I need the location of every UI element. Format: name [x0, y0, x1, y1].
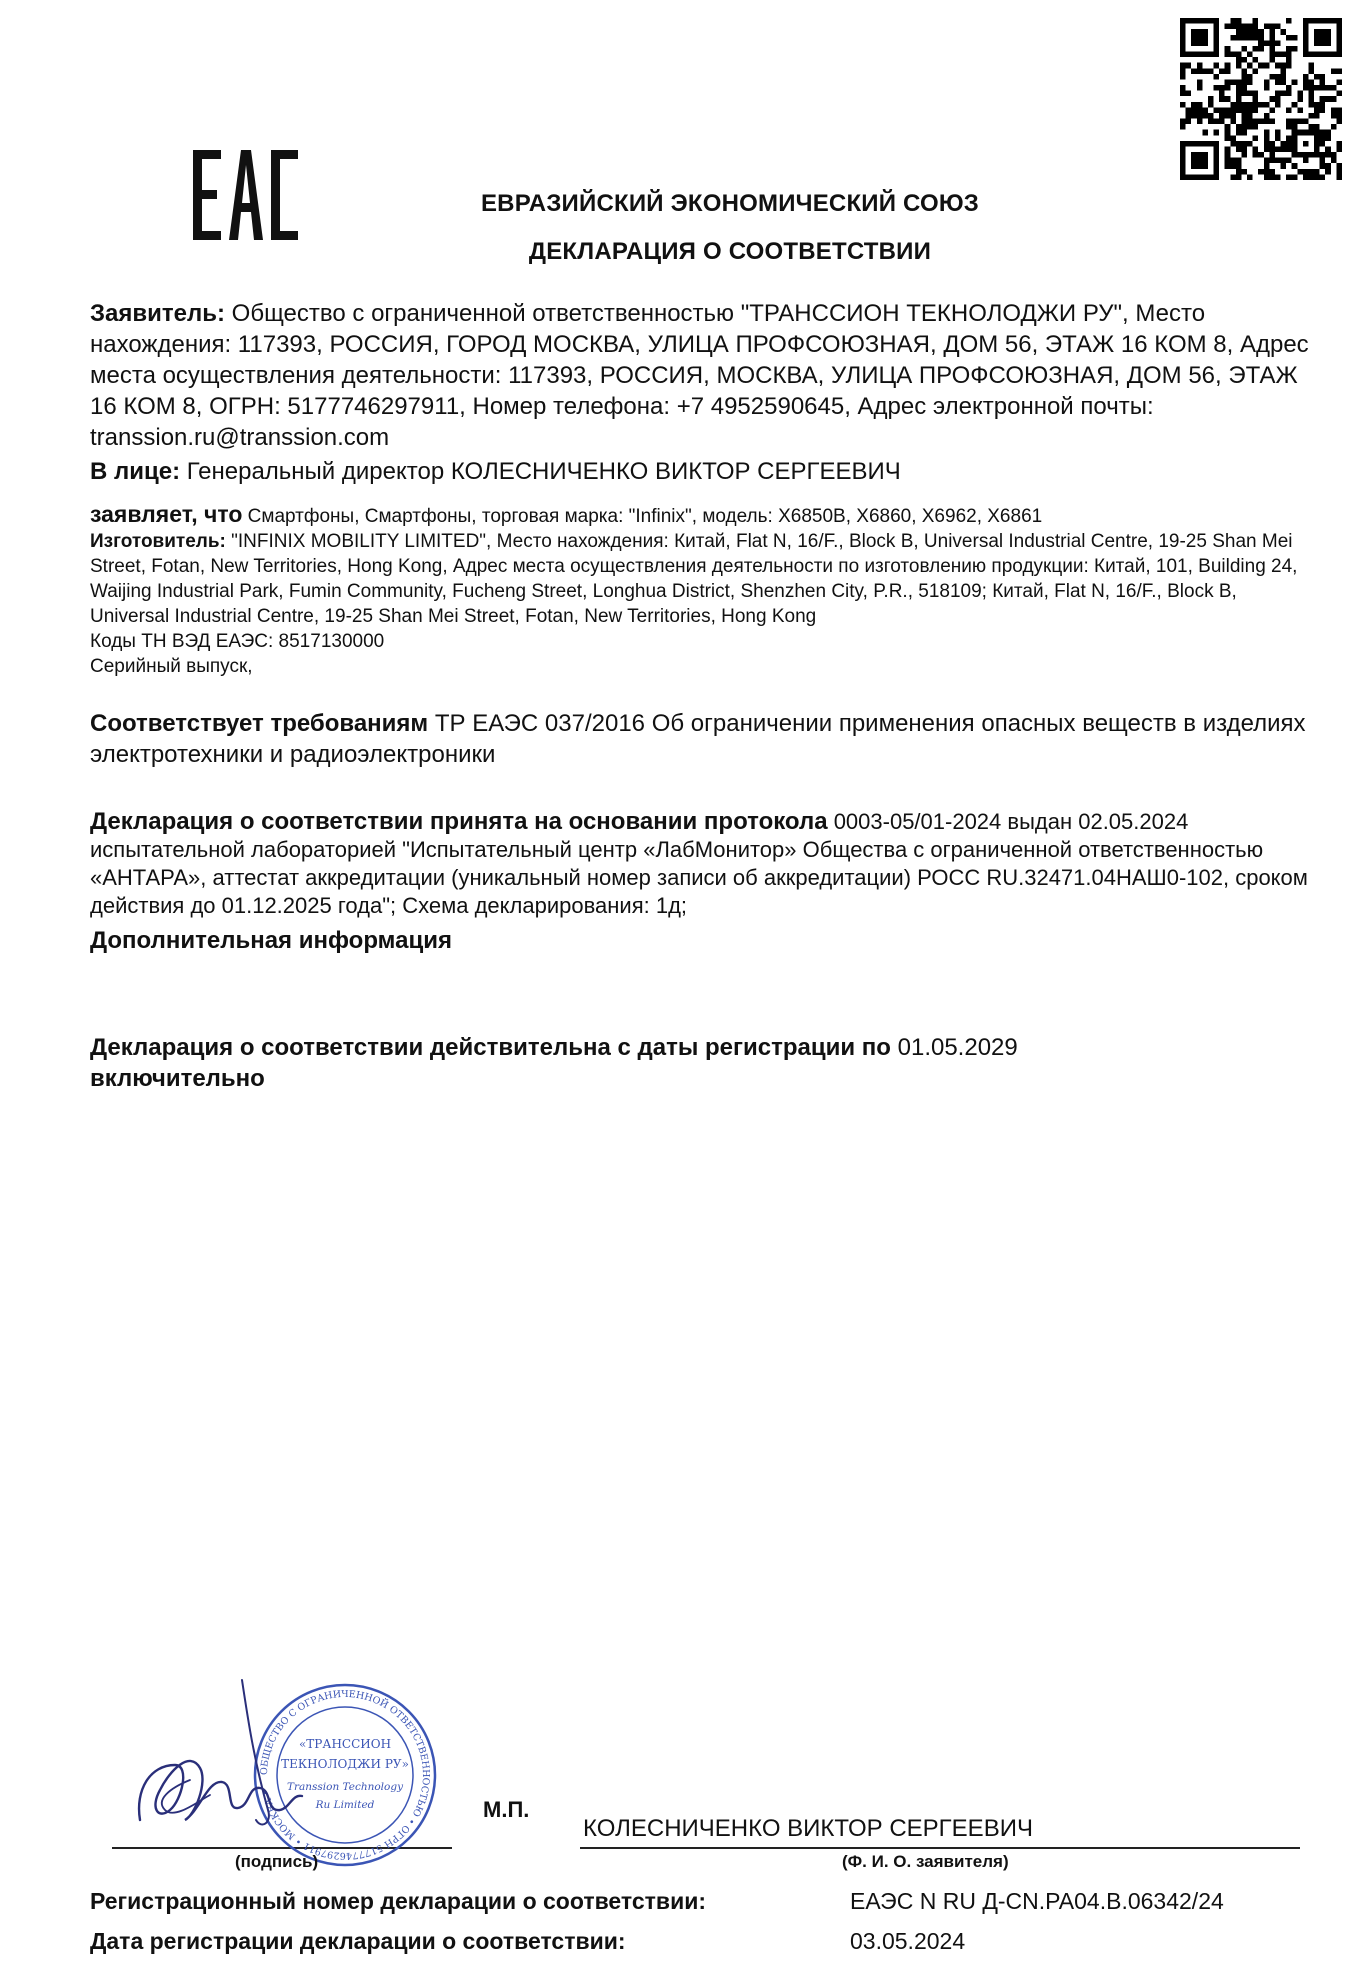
representative-section [90, 456, 1320, 487]
conforms-label: Соответствует требованиям [90, 710, 429, 737]
stamp-line-4: Ru Limited [315, 1799, 375, 1811]
manufacturer-block [90, 529, 1320, 629]
eac-logo [193, 150, 298, 240]
declares-label: заявляет, что [90, 501, 243, 527]
declares-text: Смартфоны, Смартфоны, торговая марка: "Infinix", модель: X6850B, X6860, X6962, X6861 [242, 506, 1043, 527]
basis-section [90, 808, 1320, 920]
basis-label: Декларация о соответствии принята на основании протокола [90, 808, 828, 835]
stamp-line-1: «ТРАНССИОН [298, 1737, 392, 1751]
signature-caption: (подпись) [235, 1852, 319, 1871]
stamp-line-3: Transsion Technology [286, 1781, 404, 1793]
validity-section [90, 1032, 1320, 1094]
signer-name: КОЛЕСНИЧЕНКО ВИКТОР СЕРГЕЕВИЧ [583, 1815, 1033, 1842]
manufacturer-label: Изготовитель: [90, 531, 226, 552]
validity-date: 01.05.2029 [890, 1034, 1018, 1061]
declares-line [90, 502, 1320, 529]
stamp-line-2: ТЕКНОЛОДЖИ РУ» [281, 1757, 409, 1771]
product-section [90, 502, 1320, 679]
union-title: ЕВРАЗИЙСКИЙ ЭКОНОМИЧЕСКИЙ СОЮЗ [480, 190, 980, 217]
registration-date-label: Дата регистрации декларации о соответствии: [90, 1928, 626, 1954]
applicant-section [90, 298, 1320, 453]
conformity-section [90, 708, 1320, 770]
stamp-ring-text: ОБЩЕСТВО С ОГРАНИЧЕННОЙ ОТВЕТСТВЕННОСТЬЮ • ОГРН 5177746297911 • МОСКВА • [258, 1688, 432, 1862]
document-title: ДЕКЛАРАЦИЯ О СООТВЕТСТВИИ [528, 238, 932, 265]
applicant-text: Общество с ограниченной ответственностью "ТРАНССИОН ТЕКНОЛОДЖИ РУ", Место нахождения: 117393, РОССИЯ, ГОРОД МОСКВА, УЛИЦА ПРОФСОЮЗНАЯ, ДОМ 56, ЭТАЖ 16 КОМ 8, Адрес места осуществления деятельности: 117393, РОССИЯ, МОСКВА, УЛИЦА ПРОФСОЮЗНАЯ, ДОМ 56, ЭТАЖ 16 КОМ 8, ОГРН: 5177746297911, Номер телефона: +7 4952590645, Адрес электронной почты: transsion.ru@transsion.com [90, 300, 1309, 451]
applicant-label: Заявитель: [90, 300, 225, 327]
hs-codes: Коды ТН ВЭД ЕАЭС: 8517130000 [90, 631, 385, 652]
additional-info-heading: Дополнительная информация [90, 927, 452, 954]
seal-place-label: М.П. [483, 1797, 530, 1822]
registration-number-label: Регистрационный номер декларации о соответствии: [90, 1888, 707, 1914]
conforms-text: ТР ЕАЭС 037/2016 Об ограничении применения опасных веществ в изделиях электротехники и радиоэлектроники [90, 710, 1306, 768]
registration-date-value: 03.05.2024 [850, 1928, 966, 1954]
manufacturer-text: "INFINIX MOBILITY LIMITED", Место нахождения: Китай, Flat N, 16/F., Block B, Universal Industrial Centre, 19-25 Shan Mei Street, Fotan, New Territories, Hong Kong, Адрес места осуществления деятельности по изготовлению продукции: Китай, 101, Building 24, Waijing Industrial Park, Fumin Community, Fucheng Street, Longhua District, Shenzhen City, P.R., 518109; Китай, Flat N, 16/F., Block B, Universal Industrial Centre, 19-25 Shan Mei Street, Fotan, New Territories, Hong Kong [90, 531, 1298, 627]
serial-production: Серийный выпуск, [90, 656, 253, 677]
qr-code [1180, 18, 1342, 180]
handwritten-signature [130, 1670, 340, 1855]
validity-label: Декларация о соответствии действительна с даты регистрации по [90, 1034, 891, 1061]
name-line [580, 1847, 1300, 1849]
representative-label: В лице: [90, 458, 181, 485]
name-caption: (Ф. И. О. заявителя) [842, 1852, 1009, 1871]
registration-number-value: ЕАЭС N RU Д-CN.PA04.B.06342/24 [850, 1888, 1224, 1914]
basis-text: 0003-05/01-2024 выдан 02.05.2024 испытательной лабораторией "Испытательный центр «ЛабМонитор» Общества с ограниченной ответственностью «АНТАРА», аттестат аккредитации (уникальный номер записи об аккредитации) РОСС RU.32471.04НАШ0-102, сроком действия до 01.12.2025 года"; Схема декларирования: 1д; [90, 809, 1308, 918]
validity-suffix: включительно [90, 1065, 265, 1092]
representative-text: Генеральный директор КОЛЕСНИЧЕНКО ВИКТОР СЕРГЕЕВИЧ [180, 458, 901, 485]
